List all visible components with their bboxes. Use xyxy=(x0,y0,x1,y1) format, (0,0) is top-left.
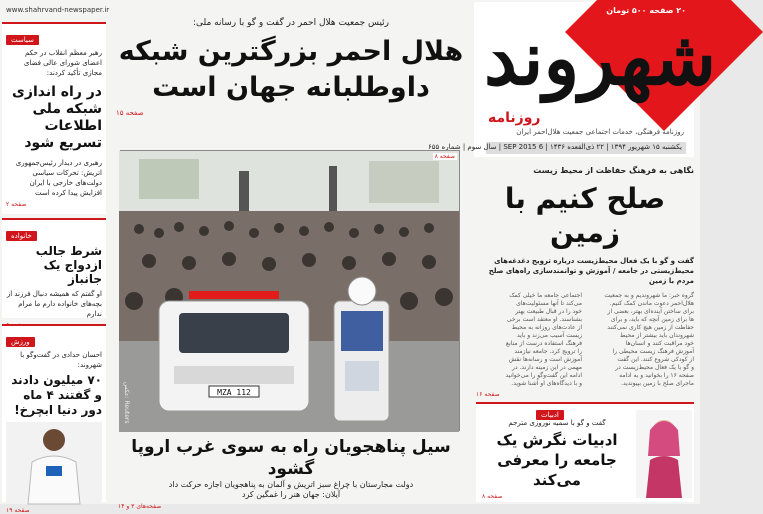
logo-subtitle: روزنامه xyxy=(488,110,541,126)
card-headline: در راه اندازی شبکه ملی اطلاعات تسریع شود xyxy=(12,84,102,151)
page-reference: صفحه ۲ xyxy=(6,201,27,208)
photo-page-reference: صفحه ۸ xyxy=(434,153,455,160)
card-body: او گفتم که همیشه دنبال فرزند از بچه‌های خانواده دارم ما مرام ندارم xyxy=(6,290,102,318)
translator-portrait xyxy=(636,410,692,498)
main-headline-line1[interactable]: هلال احمر بزرگترین شبکه xyxy=(118,36,464,67)
env-body-col1-line: هلال‌احمر دعوت ماندن کمک کنیم. xyxy=(609,300,694,307)
left-column xyxy=(2,18,106,514)
env-body-col2-line: از عادت‌های روزانه به محیط xyxy=(511,324,582,331)
caption-line2: آیلان: جهان هنر را غمگین کرد xyxy=(241,490,341,499)
card-body: رهبری در دیدار رئیس‌جمهوری اتریش: تحرکات سیاسی دولت‌های خارجی با ایران افزایش پیدا کرده است xyxy=(15,159,102,197)
env-body-col2-line: مهمی در این زمینه دارند. در xyxy=(512,364,582,371)
env-dek-line1: گفت و گو با یک فعال محیط‌زیست درباره ترویج دغدغه‌های xyxy=(494,257,694,265)
env-body-col1-line: برای ساختن آینده‌ای بهتر، بعضی از xyxy=(607,308,694,315)
sports-card[interactable] xyxy=(2,324,106,514)
env-body-col2-line: می‌کند تا آنها مسئولیت‌های xyxy=(516,300,582,307)
newspaper-logo: شهروند xyxy=(484,16,717,102)
env-body-col2-line: زیست آسیب می‌زند و باید xyxy=(517,332,582,339)
page-reference: صفحه ۱۹ xyxy=(6,507,30,514)
env-body-col1-line: ها برای زمین آنچه که باید، و برای xyxy=(610,316,694,323)
family-card[interactable] xyxy=(2,218,106,318)
main-story-header xyxy=(116,18,466,117)
env-body-column-1 xyxy=(588,292,694,388)
literature-text xyxy=(482,418,632,500)
env-body-col1-line: آموزش فرهنگ زیست محیطی را xyxy=(612,348,694,355)
env-body-col2-line: اجتماعی جامعه ما خیلی کمک xyxy=(509,292,582,299)
literature-intro: گفت و گو با سمیه نوروزی مترجم xyxy=(508,419,606,427)
website-url[interactable]: www.shahrvand-newspaper.ir xyxy=(6,6,110,14)
env-body-col2-line: بشناسند. او معتقد است برخی xyxy=(506,316,582,323)
main-kicker: رئیس جمعیت هلال احمر در گفت و گو با رسانه ملی: xyxy=(192,18,390,28)
env-body-col1-line: از کودکی شروع کنند. این گفت xyxy=(617,356,694,363)
refugee-photo[interactable] xyxy=(120,150,460,431)
env-body-col1-line: گروه خبر: ما شهروندیم و به جمعیت xyxy=(604,292,694,299)
tagline: روزنامه فرهنگی، خدمات اجتماعی جمعیت هلال‌احمر ایران xyxy=(516,128,684,136)
env-body-col2-line: خود را در قبال طبیعت بهتر xyxy=(515,308,582,315)
card-intro: رهبر معظم انقلاب در حکم اعضای شورای عالی فضای مجازی تأکید کردند: xyxy=(23,49,102,77)
env-body-col2-line: آموزش است و رسانه‌ها نقش xyxy=(508,356,582,363)
env-headline[interactable]: صلح کنیم با زمین xyxy=(504,182,666,249)
caption-headline[interactable]: سیل پناهجویان راه به سوی غرب اروپا گشود xyxy=(131,437,451,479)
photo-credit: عکس: Reuters xyxy=(123,382,130,424)
env-body-col1-line: خود مراقبت کنند و انسان‌ها xyxy=(625,340,694,347)
env-body-col2-line: را ترویج کرد. جامعه نیازمند xyxy=(514,348,582,355)
env-body-col1-line: ماجرای صلح با زمین بپیوندید. xyxy=(621,380,694,387)
env-page-reference: صفحه ۱۶ xyxy=(476,391,500,398)
section-tag: ورزش xyxy=(6,337,35,347)
caption-line1: دولت مجارستان با چراغ سبز اتریش و آلمان به پناهجویان اجازه حرکت داد xyxy=(168,480,414,489)
dateline: یکشنبه ۱۵ شهریور ۱۳۹۴ | ۲۲ ذی‌القعده ۱۴۳۶ | 6 SEP 2015 | سال سوم | شماره ۶۵۵ xyxy=(486,142,686,154)
crowd-illustration xyxy=(119,151,459,432)
caption-page-reference: صفحه‌های ۳ و ۱۴ xyxy=(118,503,162,510)
env-body-col2-line: فرهنگ استفاده درست از منابع xyxy=(505,340,582,347)
env-kicker: نگاهی به فرهنگ حفاظت از محیط زیست xyxy=(533,166,694,175)
price-label: ۲۰ صفحه ۵۰۰ تومان xyxy=(606,6,686,15)
env-body xyxy=(476,292,694,388)
env-body-col1-line: شهروندان باید بیشتر از محیط xyxy=(620,332,694,339)
env-body-col1-line: صفحه ۱۶ را بخوانید و به ادامه xyxy=(619,372,694,379)
athlete-photo xyxy=(6,422,102,504)
section-tag: ادبیات xyxy=(536,410,564,420)
card-headline: ۷۰ میلیون دادند و گفتند ۴ ماه دور دنیا ابچرخ! xyxy=(11,373,102,417)
headline-page-reference: صفحه ۱۵ xyxy=(116,109,144,117)
politics-card[interactable] xyxy=(2,22,106,214)
env-body-col2-line: و با دیدگاه‌های او آشنا شوید. xyxy=(511,380,582,387)
license-plate: MZA 112 xyxy=(217,388,251,397)
card-headline: شرط جالب ازدواج یک جانباز xyxy=(35,244,102,286)
literature-page-reference: صفحه ۸ xyxy=(482,493,503,500)
card-intro: احسان حدادی در گفت‌وگو با شهروند: xyxy=(20,351,102,369)
literature-headline: ادبیات نگرش یک جامعه را معرفی می‌کند xyxy=(496,431,618,489)
env-body-column-2 xyxy=(476,292,582,388)
photo-caption xyxy=(118,436,464,510)
environment-story xyxy=(476,166,694,398)
env-body-col2-line: ادامه این گفت‌وگو را می‌خوانید xyxy=(505,372,582,379)
section-tag: سیاست xyxy=(6,35,39,45)
env-body-col1-line: حفاظت از زمین هیچ کاری نمی‌کنند xyxy=(607,324,694,331)
literature-box[interactable] xyxy=(476,402,694,502)
main-headline-line2[interactable]: داوطلبانه جهان است xyxy=(152,72,430,103)
env-body-col1-line: و گو با یک فعال محیط‌زیست در xyxy=(615,364,694,371)
env-dek-line2: محیط‌زیستی در جامعه / آموزش و توانمندسازی راه‌های صلح مردم با زمین xyxy=(488,267,694,285)
section-tag: خانواده xyxy=(6,231,37,241)
